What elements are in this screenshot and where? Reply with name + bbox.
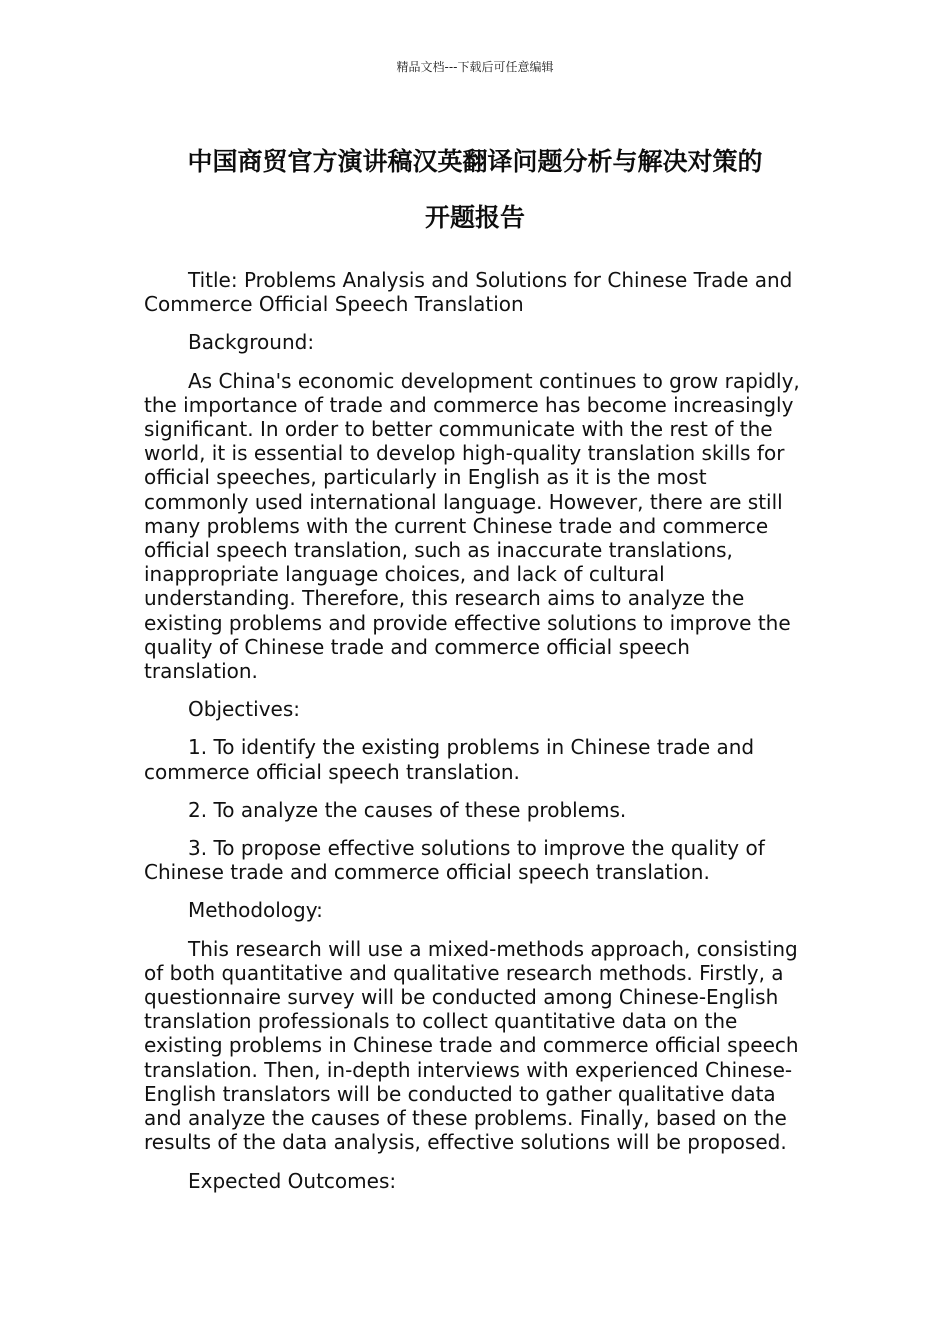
expected-outcomes-heading: Expected Outcomes:: [188, 1168, 397, 1193]
objective-item-2: 2. To analyze the causes of these problems.: [188, 797, 627, 822]
document-title: [120, 134, 830, 246]
methodology-paragraph: This research will use a mixed-methods approach, consisting of both quantitative and qualitative research methods. Firstly, a questionnaire survey will be conducted among Chinese-English translation professionals to collect quantitative data on the existing problems in Chinese trade and commerce official speech translation. Then, in-depth interviews with experienced Chinese-English translators will be conducted to gather qualitative data and analyze the causes of these problems. Finally, based on the results of the data analysis, effective solutions will be proposed.: [144, 936, 799, 1155]
objective-item-1: 1. To identify the existing problems in Chinese trade and commerce official speech translation.: [144, 735, 755, 784]
title-paragraph: Title: Problems Analysis and Solutions for Chinese Trade and Commerce Official Speech Translation: [144, 268, 793, 317]
title-line-1: 中国商贸官方演讲稿汉英翻译问题分析与解决对策的: [187, 147, 763, 176]
objectives-heading: Objectives:: [188, 697, 300, 722]
methodology-heading: Methodology:: [188, 898, 323, 923]
objective-item-3: 3. To propose effective solutions to improve the quality of Chinese trade and commerce official speech translation.: [144, 836, 765, 885]
document-body: [144, 268, 808, 1207]
background-paragraph: As China's economic development continues to grow rapidly, the importance of trade and commerce has become increasingly significant. In order to better communicate with the rest of the world, it is essential to develop high-quality translation skills for official speeches, particularly in English as it is the most commonly used international language. However, there are still many problems with the current Chinese trade and commerce official speech translation, such as inaccurate translations, inappropriate language choices, and lack of cultural understanding. Therefore, this research aims to analyze the existing problems and provide effective solutions to improve the quality of Chinese trade and commerce official speech translation.: [144, 368, 800, 684]
title-line-2: 开题报告: [424, 203, 525, 232]
header-note: 精品文档---下载后可任意编辑: [396, 60, 554, 74]
background-heading: Background:: [188, 330, 315, 355]
